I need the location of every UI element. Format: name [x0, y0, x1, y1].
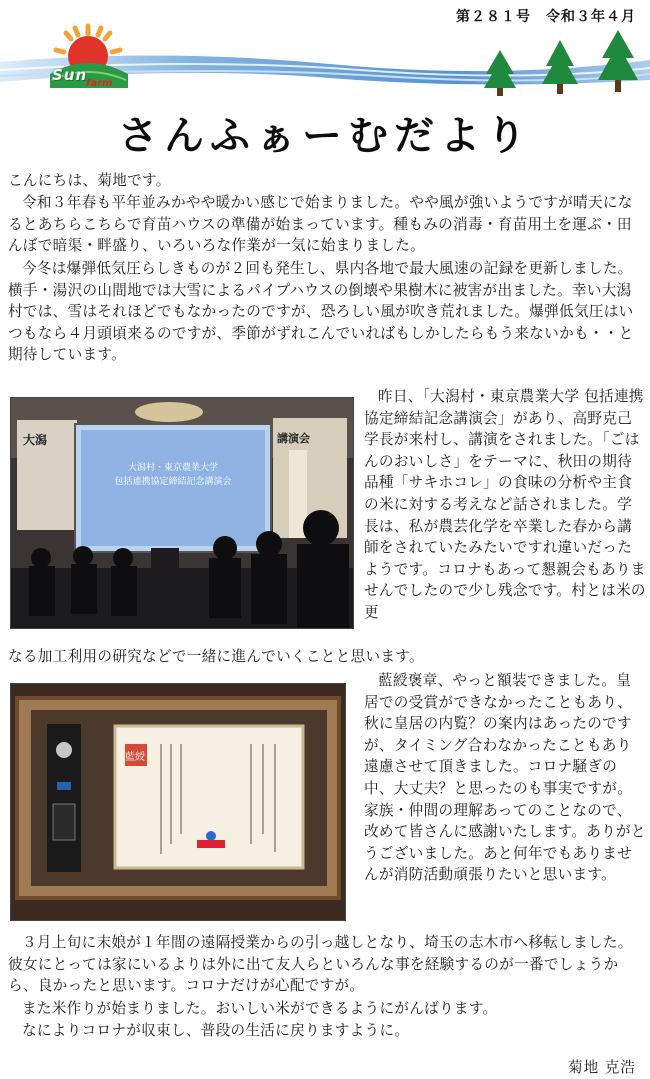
- paragraph-rice: また米作りが始まりました。おいしい米ができるようにがんばります。: [22, 1000, 498, 1017]
- paragraph-daughter: ３月上旬に末娘が１年間の遠隔授業からの引っ越しとなり、埼玉の志木市へ移転しました。彼女にとっては家にいるよりは外に出て友人らといろんな事を経験するのが一番でしょうから、良かったと思います。コロナだけが心配ですが。: [8, 934, 633, 995]
- paragraph-award: 藍綬褒章、やっと額装できました。皇居での受賞ができなかったこともあり、秋に皇居の内覧？の案内はあったのですが、タイミング合わなかったこともあり遠慮させて頂きました。コロナ騒ぎの中、大丈夫？と思ったのも事実ですが。家族・仲間の理解あってのことなので、改めて皆さんに感謝いたします。ありがとうございました。あと何年でもありませんが消防活動頑張りたいと思います。: [364, 672, 646, 884]
- pine-trees-decoration: [482, 30, 642, 100]
- paragraph-spring: 令和３年春も平年並みかやや暖かい感じで始まりました。やや風が強いようですが晴天になるとあちらこちらで育苗ハウスの準備が始まっています。種もみの消毒・育苗用土を運ぶ・田んぼで暗渠・畔盛り、いろいろな作業が一気に始まりました。: [8, 194, 633, 255]
- lecture-scene: [11, 398, 353, 628]
- paragraph-corona: なによりコロナが収束し、普段の生活に戻りますように。: [22, 1022, 410, 1039]
- award-frame-scene: [11, 684, 345, 920]
- screen-line-1: 大潟村・東京農業大学: [127, 463, 219, 473]
- logo-text: Sun: [52, 66, 88, 84]
- award-stamp: 藍綬: [125, 752, 145, 763]
- paragraph-lecture: 昨日、「大潟村・東京農業大学 包括連携協定締結記念講演会」があり、高野克己学長が来村し、講演をされました。「ごはんのおいしさ」をテーマに、秋田の期待品種「サキホコレ」の食味の分析や主食の米に対する考えなど話されました。学長は、私が農芸化学を卒業した春から講師をされていたみたいですれ違いだったようです。コロナもあって懇親会もありませんでしたので少し残念です。村とは米の更: [364, 388, 646, 621]
- newsletter-title: さんふぁーむだより: [118, 113, 532, 159]
- banner-left: 大潟: [23, 433, 48, 447]
- lecture-photo: [10, 397, 354, 629]
- award-frame-photo: [10, 683, 346, 921]
- paragraph-winter-storms: 今冬は爆弾低気圧らしきものが２回も発生し、県内各地で最大風速の記録を更新しました。横手・湯沢の山間地では大雪によるパイプハウスの倒壊や果樹木に被害が出ました。幸い大潟村では、雪はそれほどでもなかったのですが、恐ろしい風が吹き荒れました。爆弾低気圧はいつもなら４月頭頃来るのですが、季節がずれこんでいればもしかしたらもう来ないかも・・と期待しています。: [8, 260, 634, 364]
- author-signature: 菊地 克浩: [567, 1059, 636, 1076]
- paragraph-lecture-continued: なる加工利用の研究などで一緒に進んでいくことと思います。: [8, 648, 424, 665]
- screen-line-2: 包括連携協定締結記念講演会: [114, 477, 232, 487]
- banner-right: 講演会: [277, 432, 310, 445]
- logo-subtext: farm: [86, 78, 113, 89]
- issue-number: 第２８１号 令和３年４月: [456, 9, 636, 25]
- greeting: こんにちは、菊地です。: [8, 172, 171, 189]
